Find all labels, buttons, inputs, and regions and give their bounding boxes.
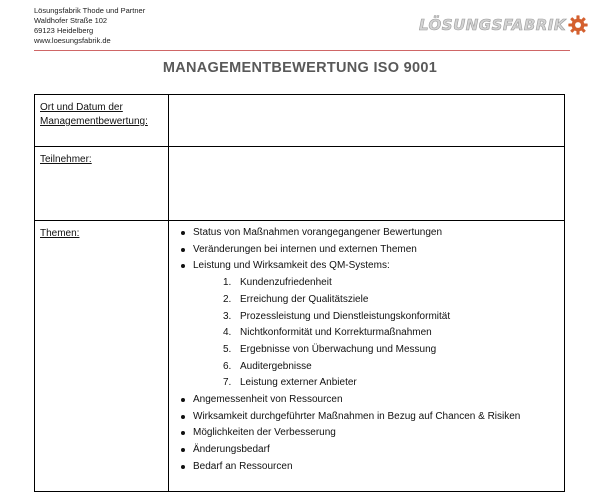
list-item: 2. Erreichung der Qualitätsziele	[223, 293, 369, 305]
list-item: Wirksamkeit durchgeführter Maßnahmen in Bezug auf Chancen & Risiken	[181, 409, 564, 426]
list-item: Möglichkeiten der Verbesserung	[181, 425, 564, 442]
topics-content-cell	[169, 221, 565, 492]
list-item: 7. Leistung externer Anbieter	[223, 377, 357, 389]
list-item: 4. Nichtkonformität und Korrekturmaßnahmen	[223, 327, 432, 339]
participants-label-cell	[35, 147, 169, 221]
gear-icon	[567, 14, 589, 36]
logo-text: LÖSUNGSFABRIK	[419, 16, 567, 34]
location-date-label-cell	[35, 95, 169, 147]
list-item-text: Leistung und Wirksamkeit des QM-Systems:	[193, 260, 390, 272]
list-item: Status von Maßnahmen vorangegangener Bewertungen	[181, 225, 564, 242]
company-name: Lösungsfabrik Thode und Partner	[34, 6, 146, 15]
list-item: 3. Prozessleistung und Dienstleistungskonformität	[223, 310, 451, 322]
header-rule	[34, 50, 570, 51]
participants-label: Teilnehmer:	[40, 154, 92, 165]
company-street: Waldhofer Straße 102	[34, 16, 108, 25]
participants-field[interactable]	[169, 147, 565, 221]
list-item: 5. Ergebnisse von Überwachung und Messung	[223, 343, 437, 355]
list-item: 6. Auditergebnisse	[223, 360, 312, 372]
list-item: Bedarf an Ressourcen	[181, 459, 564, 476]
topics-list	[169, 225, 564, 476]
subtopics-list	[193, 275, 564, 392]
company-website: www.loesungsfabrik.de	[34, 36, 111, 45]
review-form-table	[34, 94, 565, 492]
list-item: Änderungsbedarf	[181, 442, 564, 459]
company-city: 69123 Heidelberg	[34, 26, 94, 35]
list-item: Veränderungen bei internen und externen Themen	[181, 242, 564, 259]
document-title: MANAGEMENTBEWERTUNG ISO 9001	[162, 60, 438, 76]
list-item: Angemessenheit von Ressourcen	[181, 392, 564, 409]
location-date-label: Ort und Datum der Managementbewertung:	[40, 102, 148, 127]
company-logo	[419, 14, 589, 36]
topics-label: Themen:	[40, 228, 80, 239]
topics-label-cell	[35, 221, 169, 492]
table-row	[35, 95, 565, 147]
company-address	[34, 6, 145, 46]
location-date-field[interactable]	[169, 95, 565, 147]
list-item: 1. Kundenzufriedenheit	[223, 277, 332, 289]
table-row	[35, 147, 565, 221]
list-item	[181, 258, 564, 392]
table-row	[35, 221, 565, 492]
